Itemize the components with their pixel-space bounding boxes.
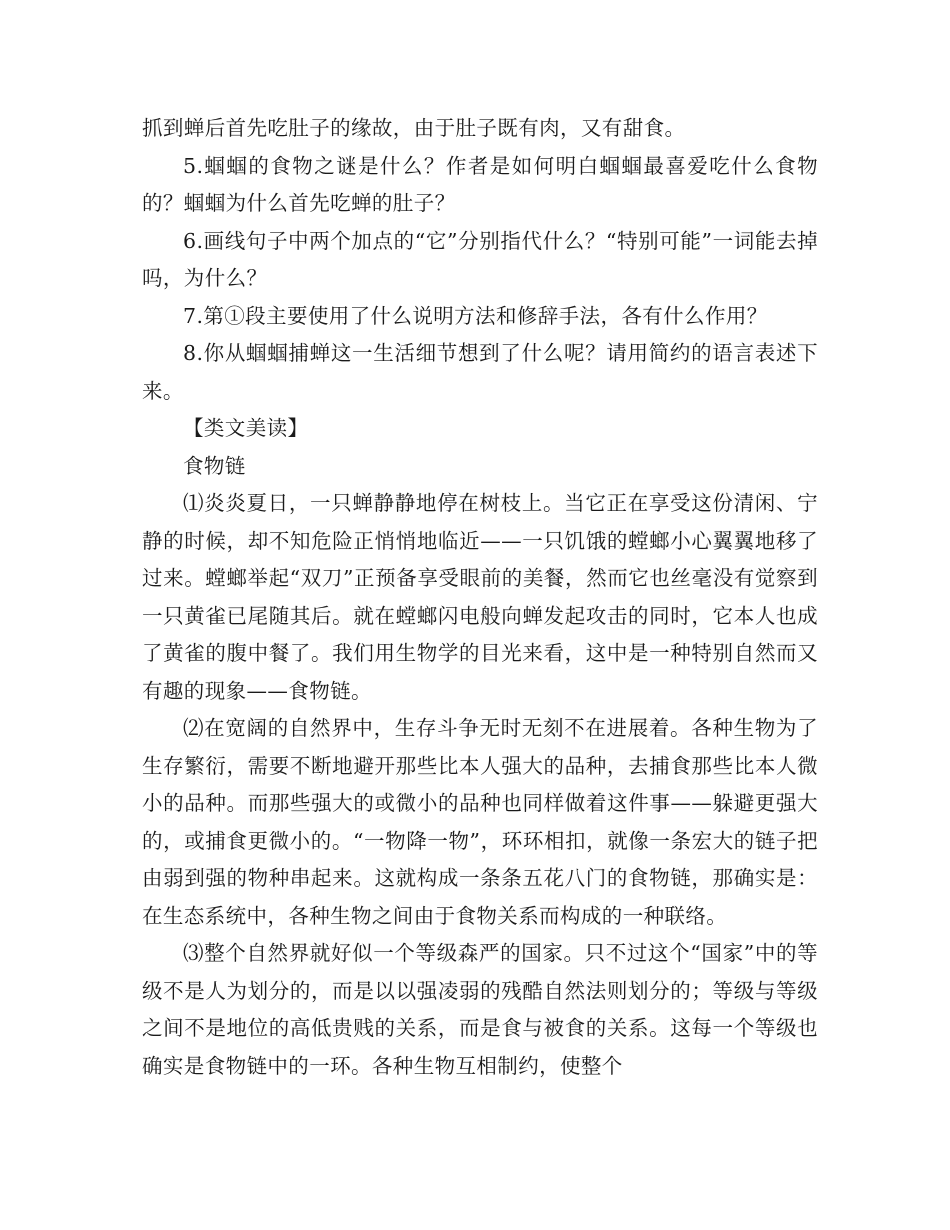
document-body [142,110,818,1085]
article-paragraph-2: ⑵在宽阔的自然界中，生存斗争无时无刻不在进展着。各种生物为了生存繁衍，需要不断地避开那些比本人强大的品种，去捕食那些比本人微小的品种。而那些强大的或微小的品种也同样做着这件事——躲避更强大的，或捕食更微小的。“一物降一物”，环环相扣，就像一条宏大的链子把由弱到强的物种串起来。这就构成一条条五花八门的食物链，那确实是：在生态系统中，各种生物之间由于食物关系而构成的一种联络。 [142,716,818,928]
article-title: 食物链 [183,453,246,478]
article-paragraph-3: ⑶整个自然界就好似一个等级森严的国家。只不过这个“国家”中的等级不是人为划分的，而是以以强凌弱的残酷自然法则划分的；等级与等级之间不是地位的高低贵贱的关系，而是食与被食的关系。这每一个等级也确实是食物链中的一环。各种生物互相制约，使整个 [142,941,818,1078]
article-paragraph-1: ⑴炎炎夏日，一只蝉静静地停在树枝上。当它正在享受这份清闲、宁静的时候，却不知危险正悄悄地临近——一只饥饿的螳螂小心翼翼地移了过来。螳螂举起“双刀”正预备享受眼前的美餐，然而它也丝毫没有觉察到一只黄雀已尾随其后。就在螳螂闪电般向蝉发起攻击的同时，它本人也成了黄雀的腹中餐了。我们用生物学的目光来看，这中是一种特别自然而又有趣的现象——食物链。 [142,491,818,703]
question-5: 5.蝈蝈的食物之谜是什么？作者是如何明白蝈蝈最喜爱吃什么食物的？蝈蝈为什么首先吃蝉的肚子？ [142,153,818,215]
paragraph-continuation: 抓到蝉后首先吃肚子的缘故，由于肚子既有肉，又有甜食。 [142,116,686,140]
question-8: 8.你从蝈蝈捕蝉这一生活细节想到了什么呢？请用简约的语言表述下来。 [142,341,818,403]
section-heading: 【类文美读】 [183,416,309,440]
question-7: 7.第①段主要使用了什么说明方法和修辞手法，各有什么作用？ [183,303,768,328]
question-6: 6.画线句子中两个加点的“它”分别指代什么？“特别可能”一词能去掉吗，为什么？ [142,228,818,290]
